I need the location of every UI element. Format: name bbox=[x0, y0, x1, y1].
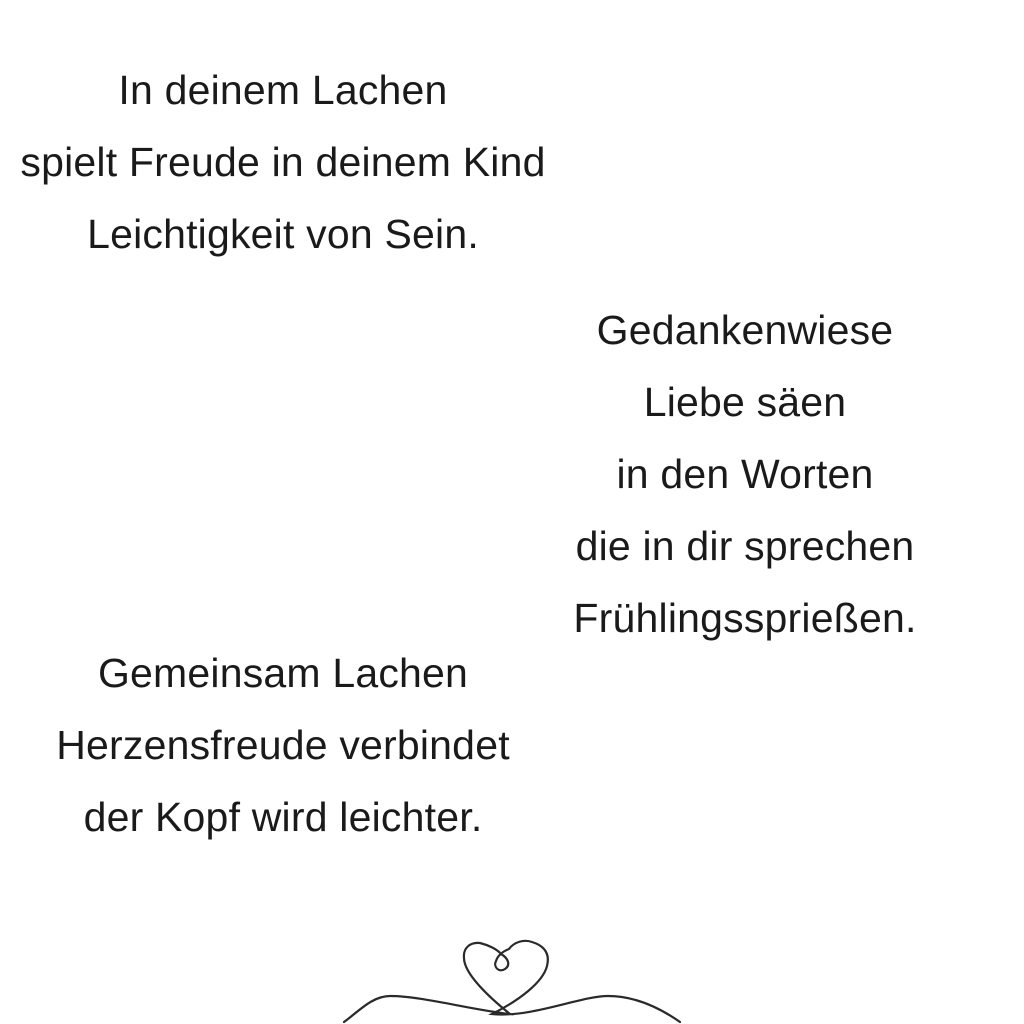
poem-line: Leichtigkeit von Sein. bbox=[87, 211, 479, 257]
stanza-1 bbox=[0, 54, 566, 270]
stanza-3 bbox=[0, 637, 566, 853]
poem-line: in den Worten bbox=[616, 451, 874, 497]
heart-line-path bbox=[344, 941, 680, 1022]
poem-line: der Kopf wird leichter. bbox=[83, 794, 483, 840]
poem-line: die in dir sprechen bbox=[575, 523, 915, 569]
poem-line: In deinem Lachen bbox=[118, 67, 448, 113]
poem-line: Herzensfreude verbindet bbox=[56, 722, 510, 768]
stanza-2 bbox=[462, 294, 1024, 654]
poem-line: spielt Freude in deinem Kind bbox=[20, 139, 546, 185]
poem-line: Liebe säen bbox=[643, 379, 847, 425]
heart-line-icon bbox=[342, 938, 682, 1024]
poem-line: Gemeinsam Lachen bbox=[97, 650, 469, 696]
poem-line: Frühlingssprießen. bbox=[573, 595, 917, 641]
poem-line: Gedankenwiese bbox=[596, 307, 894, 353]
